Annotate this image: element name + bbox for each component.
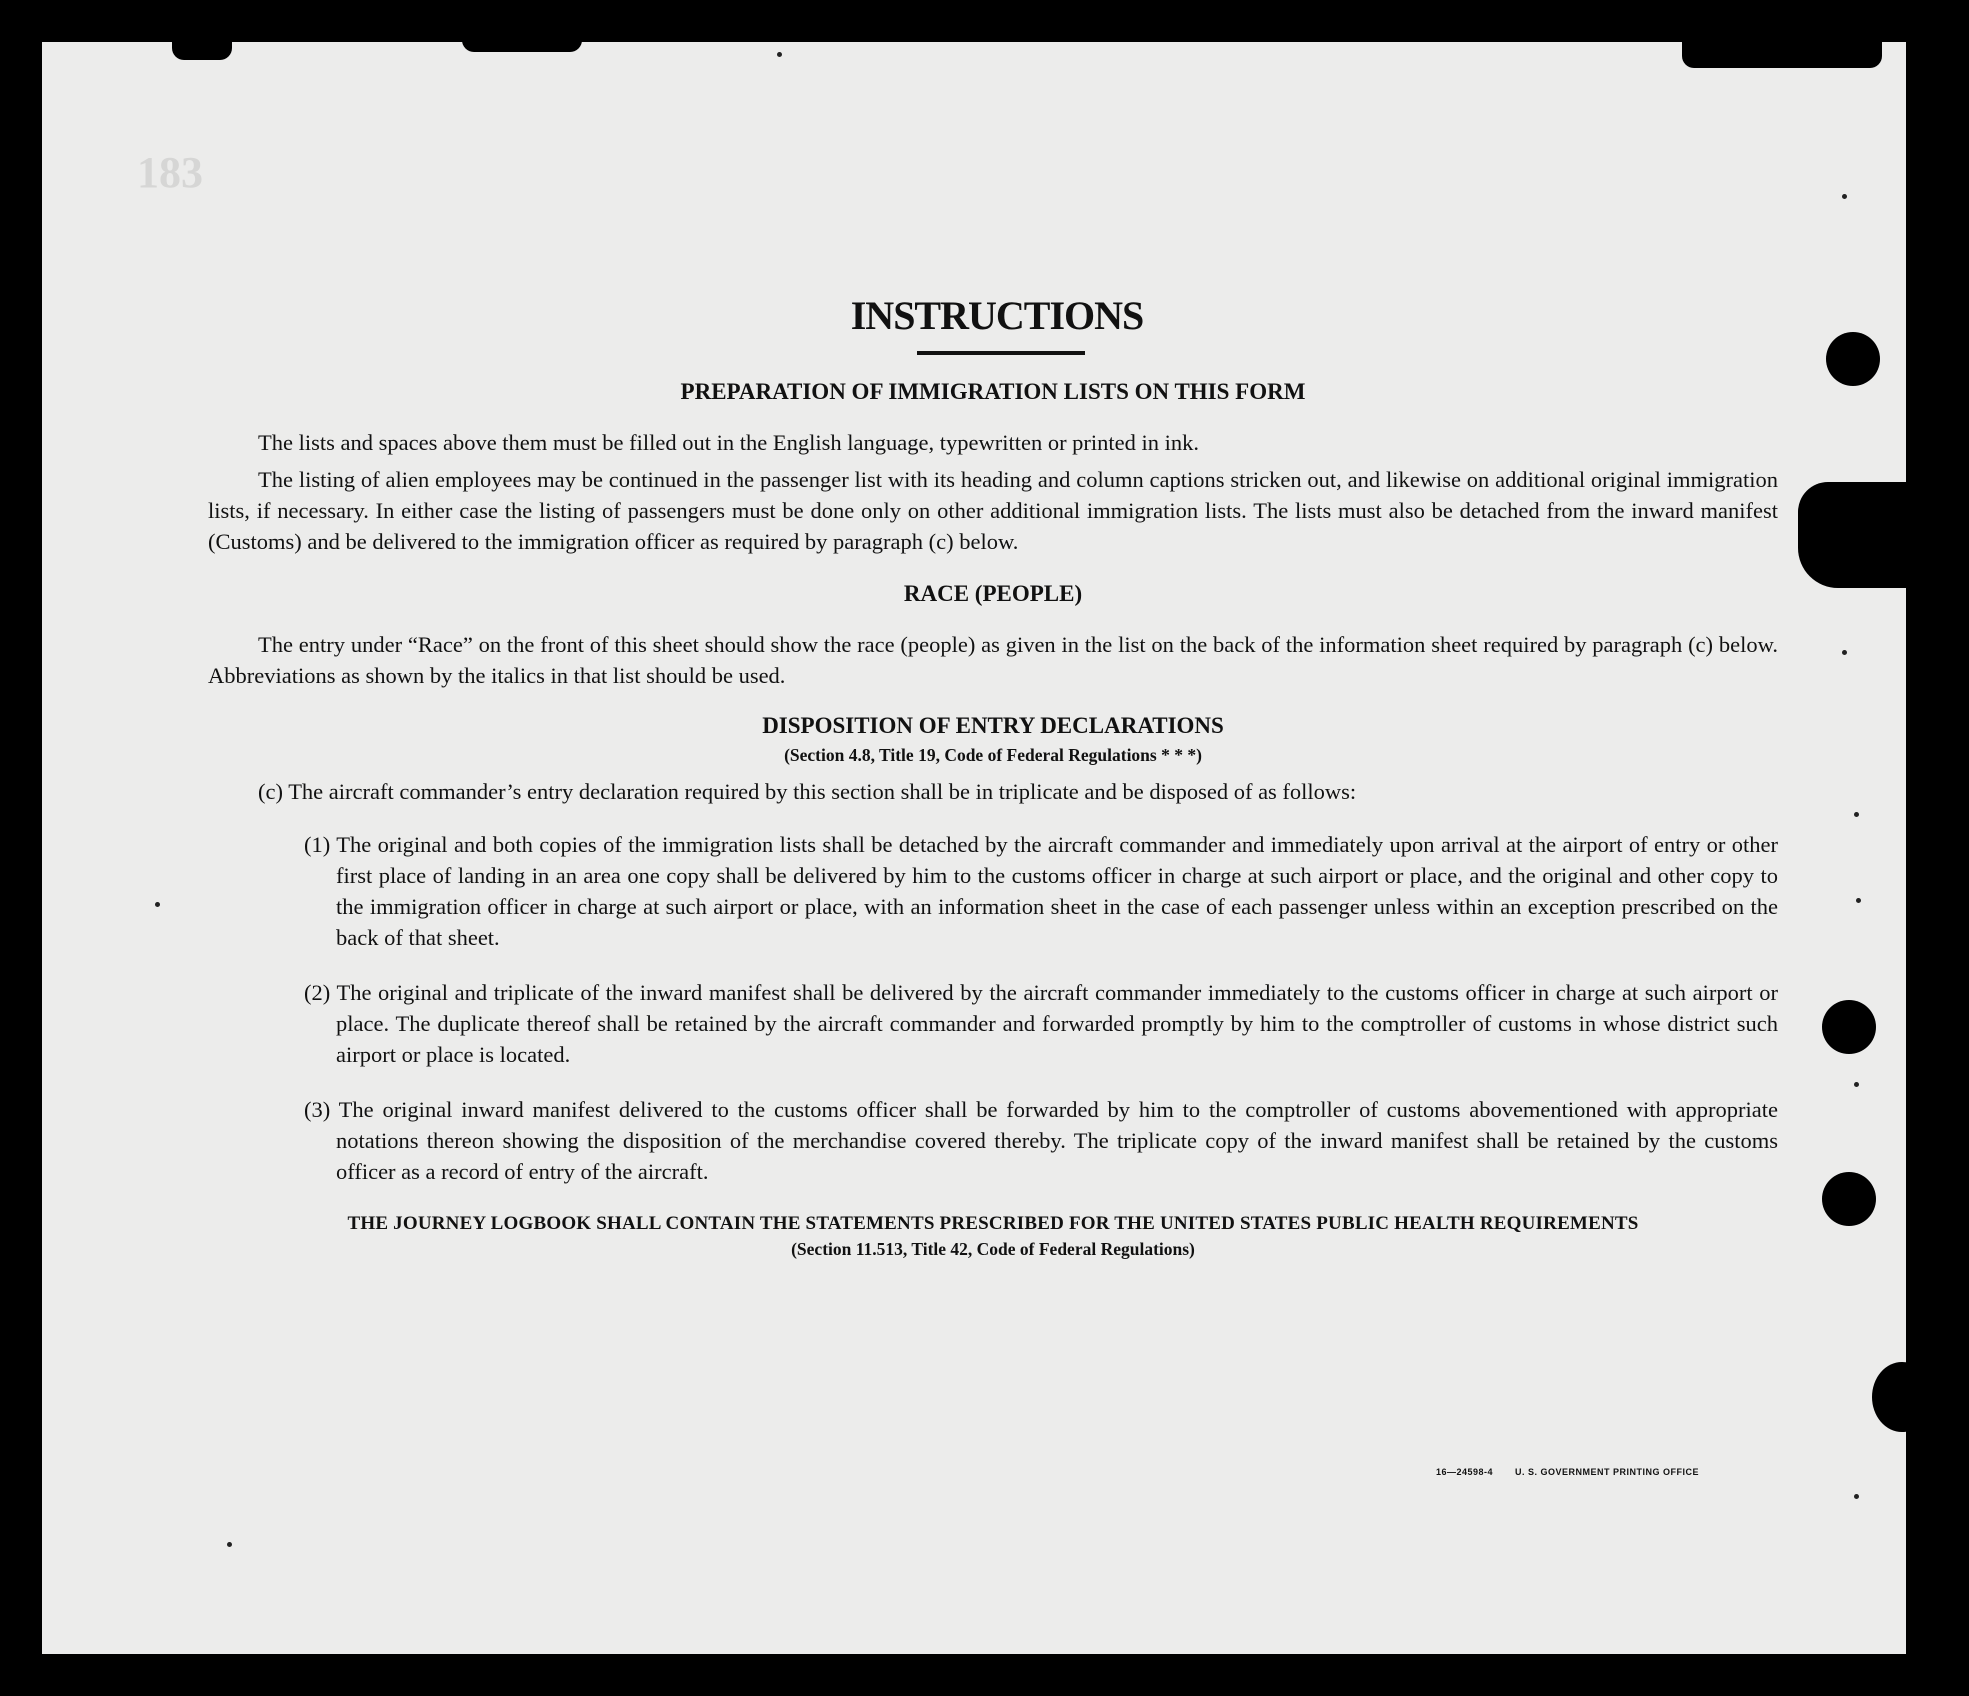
form-number: 16—24598-4 — [1436, 1467, 1494, 1477]
punch-hole — [1826, 332, 1880, 386]
section-heading-disposition: DISPOSITION OF ENTRY DECLARATIONS — [762, 713, 1224, 738]
list-item: (1) The original and both copies of the immigration lists shall be detached by the aircraft commander and immediately upon arrival at the airport of entry or other first place of landing in an area one copy shall be delivered by him to the customs officer in charge at such airport or place, and the original and other copy to the immigration officer in charge at such airport or place, with an information sheet in the case of each passenger unless within an exception prescribed on the back of that sheet. — [304, 832, 1778, 950]
footer-citation: (Section 11.513, Title 42, Code of Federal Regulations) — [791, 1239, 1195, 1259]
torn-edge — [462, 42, 582, 52]
torn-edge — [1798, 482, 1906, 588]
list-item: (3) The original inward manifest delivered to the customs officer shall be forwarded by him to the comptroller of customs abovementioned with appropriate notations thereon showing the disposition of the merchandise covered thereby. The triplicate copy of the inward manifest shall be retained by the customs officer as a record of entry of the aircraft. — [304, 1097, 1778, 1184]
paragraph: The lists and spaces above them must be filled out in the English language, typewritten or printed in ink. — [258, 430, 1200, 455]
printer-name: U. S. GOVERNMENT PRINTING OFFICE — [1515, 1467, 1700, 1477]
faint-stamp: 183 — [137, 148, 203, 197]
title-underline — [917, 351, 1085, 355]
clause-c: (c) The aircraft commander’s entry declaration required by this section shall be in triplicate and be disposed of as follows: — [258, 779, 1357, 804]
page-title: INSTRUCTIONS — [850, 293, 1144, 338]
footer-statement: THE JOURNEY LOGBOOK SHALL CONTAIN THE STATEMENTS PRESCRIBED FOR THE UNITED STATES PUBLIC HEALTH REQUIREMENTS — [347, 1213, 1639, 1234]
punch-hole — [1822, 1172, 1876, 1226]
section-citation: (Section 4.8, Title 19, Code of Federal Regulations * * *) — [784, 745, 1202, 765]
punch-hole — [1872, 1362, 1906, 1432]
list-item: (2) The original and triplicate of the inward manifest shall be delivered by the aircraft commander immediately to the customs officer in charge at such airport or place. The duplicate thereof shall be retained by the aircraft commander and forwarded promptly by him to the comptroller of customs in whose district such airport or place is located. — [304, 980, 1778, 1067]
torn-edge — [1682, 42, 1882, 68]
section-heading-race: RACE (PEOPLE) — [903, 581, 1083, 606]
punch-hole — [1822, 1000, 1876, 1054]
document-page — [42, 42, 1906, 1654]
paragraph: The listing of alien employees may be continued in the passenger list with its heading and column captions stricken out, and likewise on additional original immigration lists, if necessary. In either case the listing of passengers must be done only on other additional immigration lists. The lists must also be detached from the inward manifest (Customs) and be delivered to the immigration officer as required by paragraph (c) below. — [208, 467, 1778, 554]
section-heading-preparation: PREPARATION OF IMMIGRATION LISTS ON THIS FORM — [680, 379, 1306, 404]
paragraph: The entry under “Race” on the front of this sheet should show the race (people) as given in the list on the back of the information sheet required by paragraph (c) below. Abbreviations as shown by the italics in that list should be used. — [208, 632, 1778, 688]
document-body — [208, 292, 1778, 1260]
printer-imprint — [1436, 1467, 1699, 1477]
torn-edge — [172, 42, 232, 60]
